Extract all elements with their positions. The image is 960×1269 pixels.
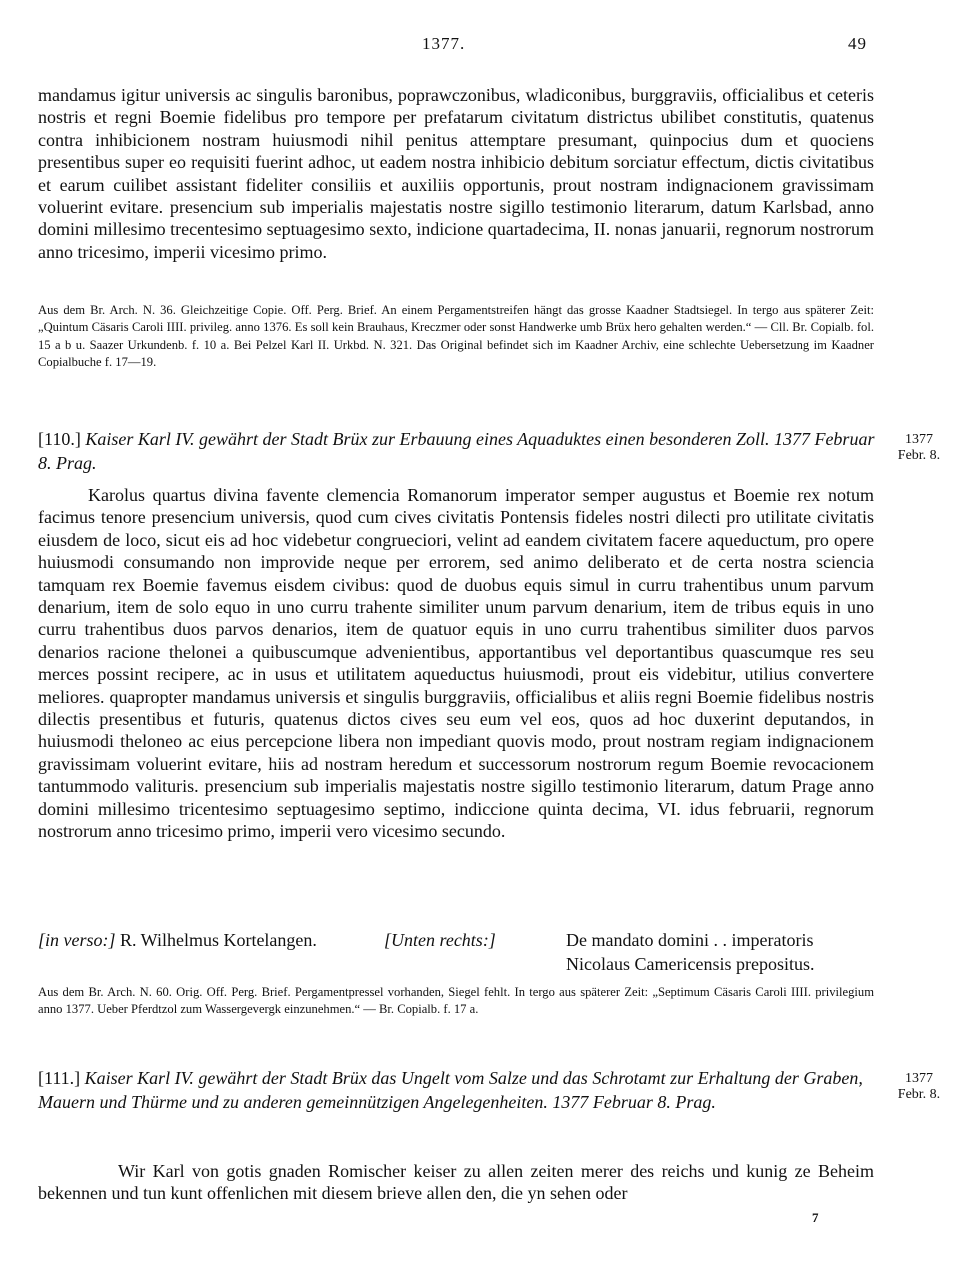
entry-110-title: Kaiser Karl IV. gewährt der Stadt Brüx zur Erbauung eines Aquaduktes einen besonderen Zoll. 1377 Februar 8. Prag. [38, 429, 875, 473]
entry-110-margin-day: Febr. 8. [897, 448, 941, 463]
verso-name: R. Wilhelmus Kortelangen. [120, 930, 317, 950]
entry-110-margin-date [888, 432, 950, 464]
mandate-line-2: Nicolaus Camericensis prepositus. [566, 954, 815, 974]
entry-111-margin-year: 1377 [905, 1071, 933, 1086]
mandate-line-1: De mandato domini . . imperatoris [566, 930, 814, 950]
entry-111-text: Wir Karl von gotis gnaden Romischer keiser zu allen zeiten merer des reichs und kunig ze Beheim bekennen und tun kunt offenlichen mit diesem brieve allen den, die yn sehen oder [38, 1161, 874, 1204]
entry-111-title: Kaiser Karl IV. gewährt der Stadt Brüx das Ungelt vom Salze und das Schrotamt zur Erhaltung der Graben, Mauern und Thürme und zu anderen gemeinnützigen Angelegenheiten. 1377 Februar 8. Prag. [38, 1068, 863, 1112]
running-head-year: 1377. [422, 34, 466, 53]
entry-110-margin-year: 1377 [905, 432, 933, 447]
entry-111-margin-date [888, 1071, 950, 1103]
entry-111-margin-day: Febr. 8. [897, 1087, 941, 1102]
entry-110-text: Karolus quartus divina favente clemencia Romanorum imperator semper augustus et Boemie rex notum facimus tenore presencium universis, quod cum cives civitatis Pontensis fideles nostri dilecti pro utilitate civitatis eiusdem de loco, sicut eis ad hoc videbetur congrueciori, velint ad eandem civitatem facere aqueductum, pro opere huiusmodi consumando non improvide neque per errorem, sed animo deliberato et de certa nostra sciencia tamquam rex Boemie favemus eisdem civibus: quod de duobus equis simul in curru trahentibus unum parvum denarium, item de solo equo in uno curru trahente similiter unum parvum denarium, item de tribus equis in uno curru trahentibus duos parvos denarios, item de quatuor equis in uno curru trahentibus similiter duos parvos denarios racione thelonei a quibuscumque advenientibus, apportantibus vel deportantibus quascumque res seu merces possint recipere, ac in usus et utilitatem aqueductus huiusmodi, prout eis videbitur, utilius convertere meliores. quapropter mandamus universis et singulis burggraviis, officialibus et aliis regni Boemie fidelibus nostris dilectis presentibus et futuris, quatenus dictos cives seu eum vel eos, quos ad hoc duxerint deputandos, in huiusmodi theloneo ac eius percepcione libera non impediant quovis modo, prout nostram regiam indignacionem gravissimam voluerint evitare, hiis ad nostram heredum et successorum nostrorum regum Boemie revocacionem tantummodo valituris. presencium sub imperialis majestatis nostre sigillo testimonio literarum, datum Prage anno domini millesimo tricentesimo septuagesimo septimo, indiccione quinta decima, VI. idus februarii, regnorum nostrorum anno tricesimo primo, imperii vero vicesimo secundo. [38, 485, 874, 842]
source-note-2: Aus dem Br. Arch. N. 60. Orig. Off. Perg. Brief. Pergamentpressel vorhanden, Siegel fehlt. In tergo aus späterer Zeit: „Septimum Cäsaris Caroli IIII. privilegium anno 1377. Ueber Pferdtzol zum Wassergevergk einzunehmen.“ — Br. Copialb. f. 17 a. [38, 985, 874, 1017]
source-note-1: Aus dem Br. Arch. N. 36. Gleichzeitige Copie. Off. Perg. Brief. An einem Pergamentstreifen hängt das grosse Kaadner Stadtsiegel. In tergo aus späterer Zeit: „Quintum Cäsaris Caroli IIII. privileg. anno 1376. Es soll kein Brauhaus, Kreczmer oder sonst Handwerke umb Brüx hero gehalten werden.“ — Cll. Br. Copialb. fol. 15 a b u. Saazer Urkundenb. f. 10 a. Bei Pelzel Karl II. Urkbd. N. 321. Das Original befindet sich im Kaadner Archiv, eine schlechte Uebersetzung im Kaadner Copialbuche f. 17—19. [38, 303, 874, 369]
page-number: 49 [848, 34, 867, 53]
verso-label: [in verso:] [38, 930, 116, 950]
entry-110-number: [110.] [38, 429, 81, 449]
printer-signature: 7 [812, 1210, 819, 1225]
unten-rechts-label: [Unten rechts:] [384, 930, 496, 950]
document-continuation-text: mandamus igitur universis ac singulis baronibus, poprawczonibus, wladiconibus, burggraviis, officialibus et ceteris nostris et regni Boemie fidelibus pro tempore per prefatarum civitatum districtus ubilibet constitutis, quatenus contra inhibicionem nostram huiusmodi nihil penitus attemptare presumant, quinpocius dum et quociens presentibus super eo requisiti fuerint adhoc, ut eadem nostra inhibicio debitum sorciatur effectum, dictis civitatibus et earum cuilibet assistant fideliter consiliis et auxiliis opportunis, prout nostram indignacionem gravissimam voluerint evitare. presencium sub imperialis majestatis nostre sigillo testimonio literarum, datum Karlsbad, anno domini millesimo trecentesimo septuagesimo sexto, indicione quartadecima, II. nonas januarii, regnorum nostrorum anno tricesimo, imperii vicesimo primo. [38, 85, 874, 262]
verso-note [38, 929, 317, 951]
entry-111-heading [38, 1067, 876, 1114]
entry-110-heading [38, 428, 876, 475]
entry-111-number: [111.] [38, 1068, 81, 1088]
